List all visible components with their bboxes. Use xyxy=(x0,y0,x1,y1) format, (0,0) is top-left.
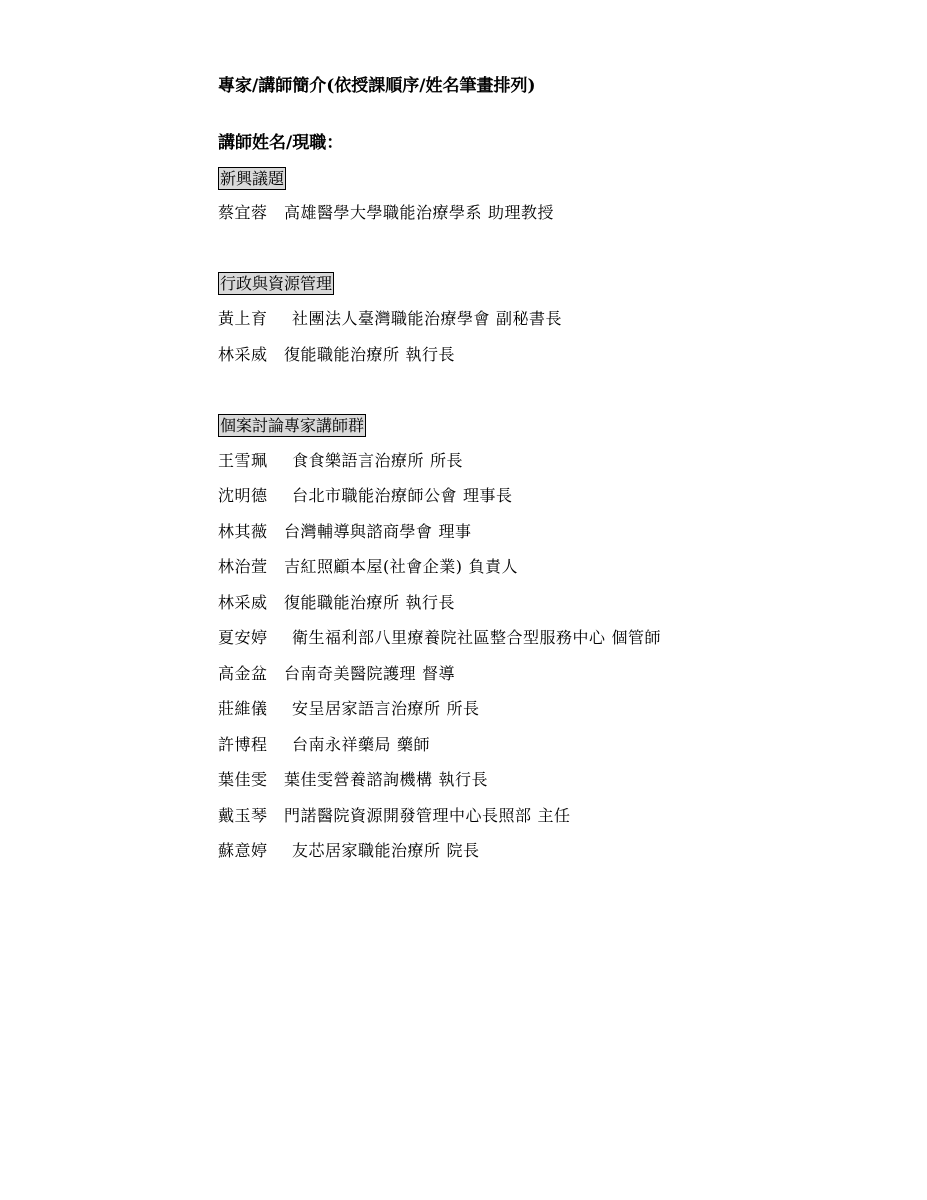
lecturer-org: 吉紅照顧本屋(社會企業) xyxy=(284,557,463,576)
lecturer-role: 執行長 xyxy=(405,592,456,612)
lecturer-org: 安呈居家語言治療所 xyxy=(292,699,441,718)
lecturer-org: 台南奇美醫院護理 xyxy=(284,663,417,683)
list-item xyxy=(218,663,908,684)
lecturer-org: 復能職能治療所 xyxy=(284,592,400,612)
list-item xyxy=(218,308,908,329)
lecturer-role: 所長 xyxy=(430,450,464,470)
lecturer-name: 林采威 xyxy=(218,344,268,364)
lecturer-role: 藥師 xyxy=(397,734,431,754)
lecturer-name: 戴玉琴 xyxy=(218,805,268,825)
list-item xyxy=(218,698,908,719)
list-item xyxy=(218,450,908,471)
lecturer-role: 個管師 xyxy=(611,628,662,647)
section-emerging-issues xyxy=(218,167,908,223)
entry-list xyxy=(218,202,908,223)
lecturer-name: 沈明德 xyxy=(218,486,268,505)
lecturer-role: 理事長 xyxy=(463,486,513,505)
list-item xyxy=(218,840,908,861)
lecturer-name: 王雪珮 xyxy=(218,450,268,470)
list-item xyxy=(218,592,908,613)
lecturer-org: 友芯居家職能治療所 xyxy=(292,841,441,860)
list-item xyxy=(218,521,908,542)
lecturer-org: 門諾醫院資源開發管理中心長照部 xyxy=(284,805,532,825)
lecturer-org: 高雄醫學大學職能治療學系 xyxy=(284,203,483,222)
lecturer-org: 食食樂語言治療所 xyxy=(292,450,425,470)
lecturer-org: 台南永祥藥局 xyxy=(292,734,392,754)
entry-list xyxy=(218,308,908,365)
lecturer-name: 莊維儀 xyxy=(218,699,268,718)
lecturer-role: 執行長 xyxy=(405,344,456,364)
lecturer-org: 復能職能治療所 xyxy=(284,344,400,364)
lecturer-org: 台北市職能治療師公會 xyxy=(292,486,458,505)
lecturer-name: 林采威 xyxy=(218,592,268,612)
lecturer-role: 理事 xyxy=(438,521,472,541)
lecturer-name: 蘇意婷 xyxy=(218,841,268,860)
lecturer-role: 督導 xyxy=(422,663,456,683)
lecturer-role: 副秘書長 xyxy=(496,309,563,328)
section-label: 個案討論專家講師群 xyxy=(220,415,365,435)
lecturer-name: 林治萱 xyxy=(218,557,268,576)
list-item xyxy=(218,485,908,506)
lecturer-org: 衛生福利部八里療養院社區整合型服務中心 xyxy=(292,628,606,647)
list-item xyxy=(218,202,908,223)
lecturer-name: 夏安婷 xyxy=(218,628,268,647)
lecturer-name: 許博程 xyxy=(218,734,268,754)
list-item xyxy=(218,769,908,790)
section-label: 行政與資源管理 xyxy=(220,274,333,293)
section-administration xyxy=(218,272,908,365)
lecturer-subheading: 講師姓名/現職： xyxy=(218,133,344,153)
lecturer-role: 執行長 xyxy=(438,770,489,789)
lecturer-org: 社團法人臺灣職能治療學會 xyxy=(292,309,491,328)
document-page xyxy=(218,74,908,861)
lecturer-name: 葉佳雯 xyxy=(218,770,268,789)
list-item xyxy=(218,805,908,826)
list-item xyxy=(218,627,908,648)
document-title: 專家/講師簡介(依授課順序/姓名筆畫排列) xyxy=(218,76,536,96)
list-item xyxy=(218,556,908,577)
lecturer-role: 助理教授 xyxy=(488,203,555,222)
lecturer-name: 林其薇 xyxy=(218,521,268,541)
entry-list xyxy=(218,450,908,862)
lecturer-org: 台灣輔導與諮商學會 xyxy=(284,521,433,541)
lecturer-name: 黃上育 xyxy=(218,309,268,328)
lecturer-role: 院長 xyxy=(446,841,480,860)
lecturer-org: 葉佳雯營養諮詢機構 xyxy=(284,770,433,789)
section-label: 新興議題 xyxy=(220,169,285,188)
lecturer-role: 負責人 xyxy=(468,557,519,576)
lecturer-name: 蔡宜蓉 xyxy=(218,203,268,222)
lecturer-role: 所長 xyxy=(446,699,480,718)
lecturer-role: 主任 xyxy=(537,805,571,825)
list-item xyxy=(218,734,908,755)
lecturer-name: 高金盆 xyxy=(218,663,268,683)
section-case-discussion xyxy=(218,414,908,862)
list-item xyxy=(218,344,908,365)
